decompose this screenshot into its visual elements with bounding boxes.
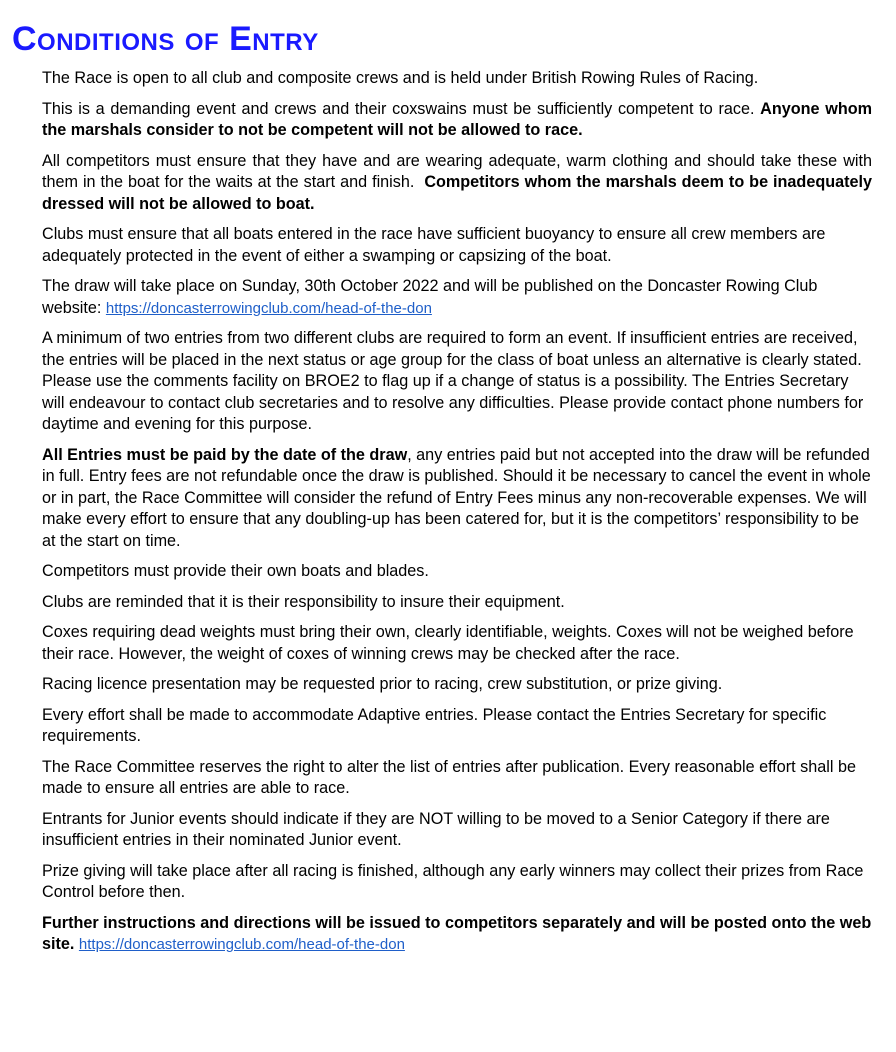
- further-instructions-text: Further instructions and directions will be issued to competitors separately and will be posted onto the web site.: [42, 913, 872, 953]
- paragraph-adaptive: Every effort shall be made to accommodate Adaptive entries. Please contact the Entries Secretary for specific requirements.: [42, 705, 827, 745]
- paragraph-further-instructions: [42, 913, 872, 956]
- paragraph-insurance: Clubs are reminded that it is their responsibility to insure their equipment.: [42, 592, 565, 611]
- paragraph-committee-rights: The Race Committee reserves the right to alter the list of entries after publication. Every reasonable effort shall be made to ensure all entries are able to race.: [42, 757, 856, 797]
- paragraph-draw: [42, 276, 872, 319]
- paragraph-racing-licence: Racing licence presentation may be requested prior to racing, crew substitution, or prize giving.: [42, 675, 723, 693]
- club-website-link[interactable]: https://doncasterrowingclub.com/head-of-the-don: [105, 299, 432, 317]
- competence-text: This is a demanding event and crews and their coxswains must be sufficiently competent to race.: [42, 99, 755, 118]
- paragraph-junior-events: Entrants for Junior events should indicate if they are NOT willing to be moved to a Senior Category if there are insufficient entries in their nominated Junior event.: [42, 809, 830, 849]
- club-website-link-footer[interactable]: https://doncasterrowingclub.com/head-of-the-don: [78, 936, 405, 953]
- draw-text: The draw will take place on Sunday, 30th October 2022 and will be published on the Doncaster Rowing Club website:: [42, 277, 818, 317]
- payment-text: , any entries paid but not accepted into the draw will be refunded in full. Entry fees are not refundable once the draw is published. Should it be necessary to cancel the event in whole or in part, the Race Committee will consider the refund of Entry Fees minus any non-recoverable expenses. We will make every effort to ensure that any doubling-up has been catered for, but it is the competitors’ responsibility to be at the start on time.: [42, 445, 871, 550]
- paragraph-clothing: [42, 151, 872, 216]
- competence-warning: Anyone whom the marshals consider to not be competent will not be allowed to race.: [42, 99, 872, 139]
- paragraph-competence: [42, 99, 872, 142]
- paragraph-buoyancy: Clubs must ensure that all boats entered in the race have sufficient buoyancy to ensure all crew members are adequately protected in the event of either a swamping or capsizing of the boat.: [42, 225, 826, 265]
- clothing-warning: Competitors whom the marshals deem to be inadequately dressed will not be allowed to boat.: [42, 173, 872, 213]
- paragraph-payment: [42, 445, 872, 553]
- paragraph-dead-weights: Coxes requiring dead weights must bring their own, clearly identifiable, weights. Coxes will not be weighed before their race. However, the weight of coxes of winning crews may be checked after the race.: [42, 623, 854, 663]
- payment-deadline: All Entries must be paid by the date of the draw: [42, 445, 408, 464]
- paragraph-minimum-entries: A minimum of two entries from two different clubs are required to form an event. If insufficient entries are received, the entries will be placed in the next status or age group for the class of boat unless an alternative is clearly stated. Please use the comments facility on BROE2 to flag up if a change of status is a possibility. The Entries Secretary will endeavour to contact club secretaries and to resolve any difficulties. Please provide contact phone numbers for daytime and evening for this purpose.: [42, 329, 864, 433]
- paragraph-prize-giving: Prize giving will take place after all racing is finished, although any early winners may collect their prizes from Race Control before then.: [42, 861, 864, 901]
- paragraph-open-to-all: The Race is open to all club and composite crews and is held under British Rowing Rules of Racing.: [42, 69, 759, 87]
- paragraph-boats-blades: Competitors must provide their own boats and blades.: [42, 562, 429, 580]
- conditions-list: [12, 68, 872, 956]
- page-title: Conditions of Entry: [12, 20, 319, 58]
- clothing-text: All competitors must ensure that they have and are wearing adequate, warm clothing and should take these with them in the boat for the waits at the start and finish.: [42, 151, 872, 191]
